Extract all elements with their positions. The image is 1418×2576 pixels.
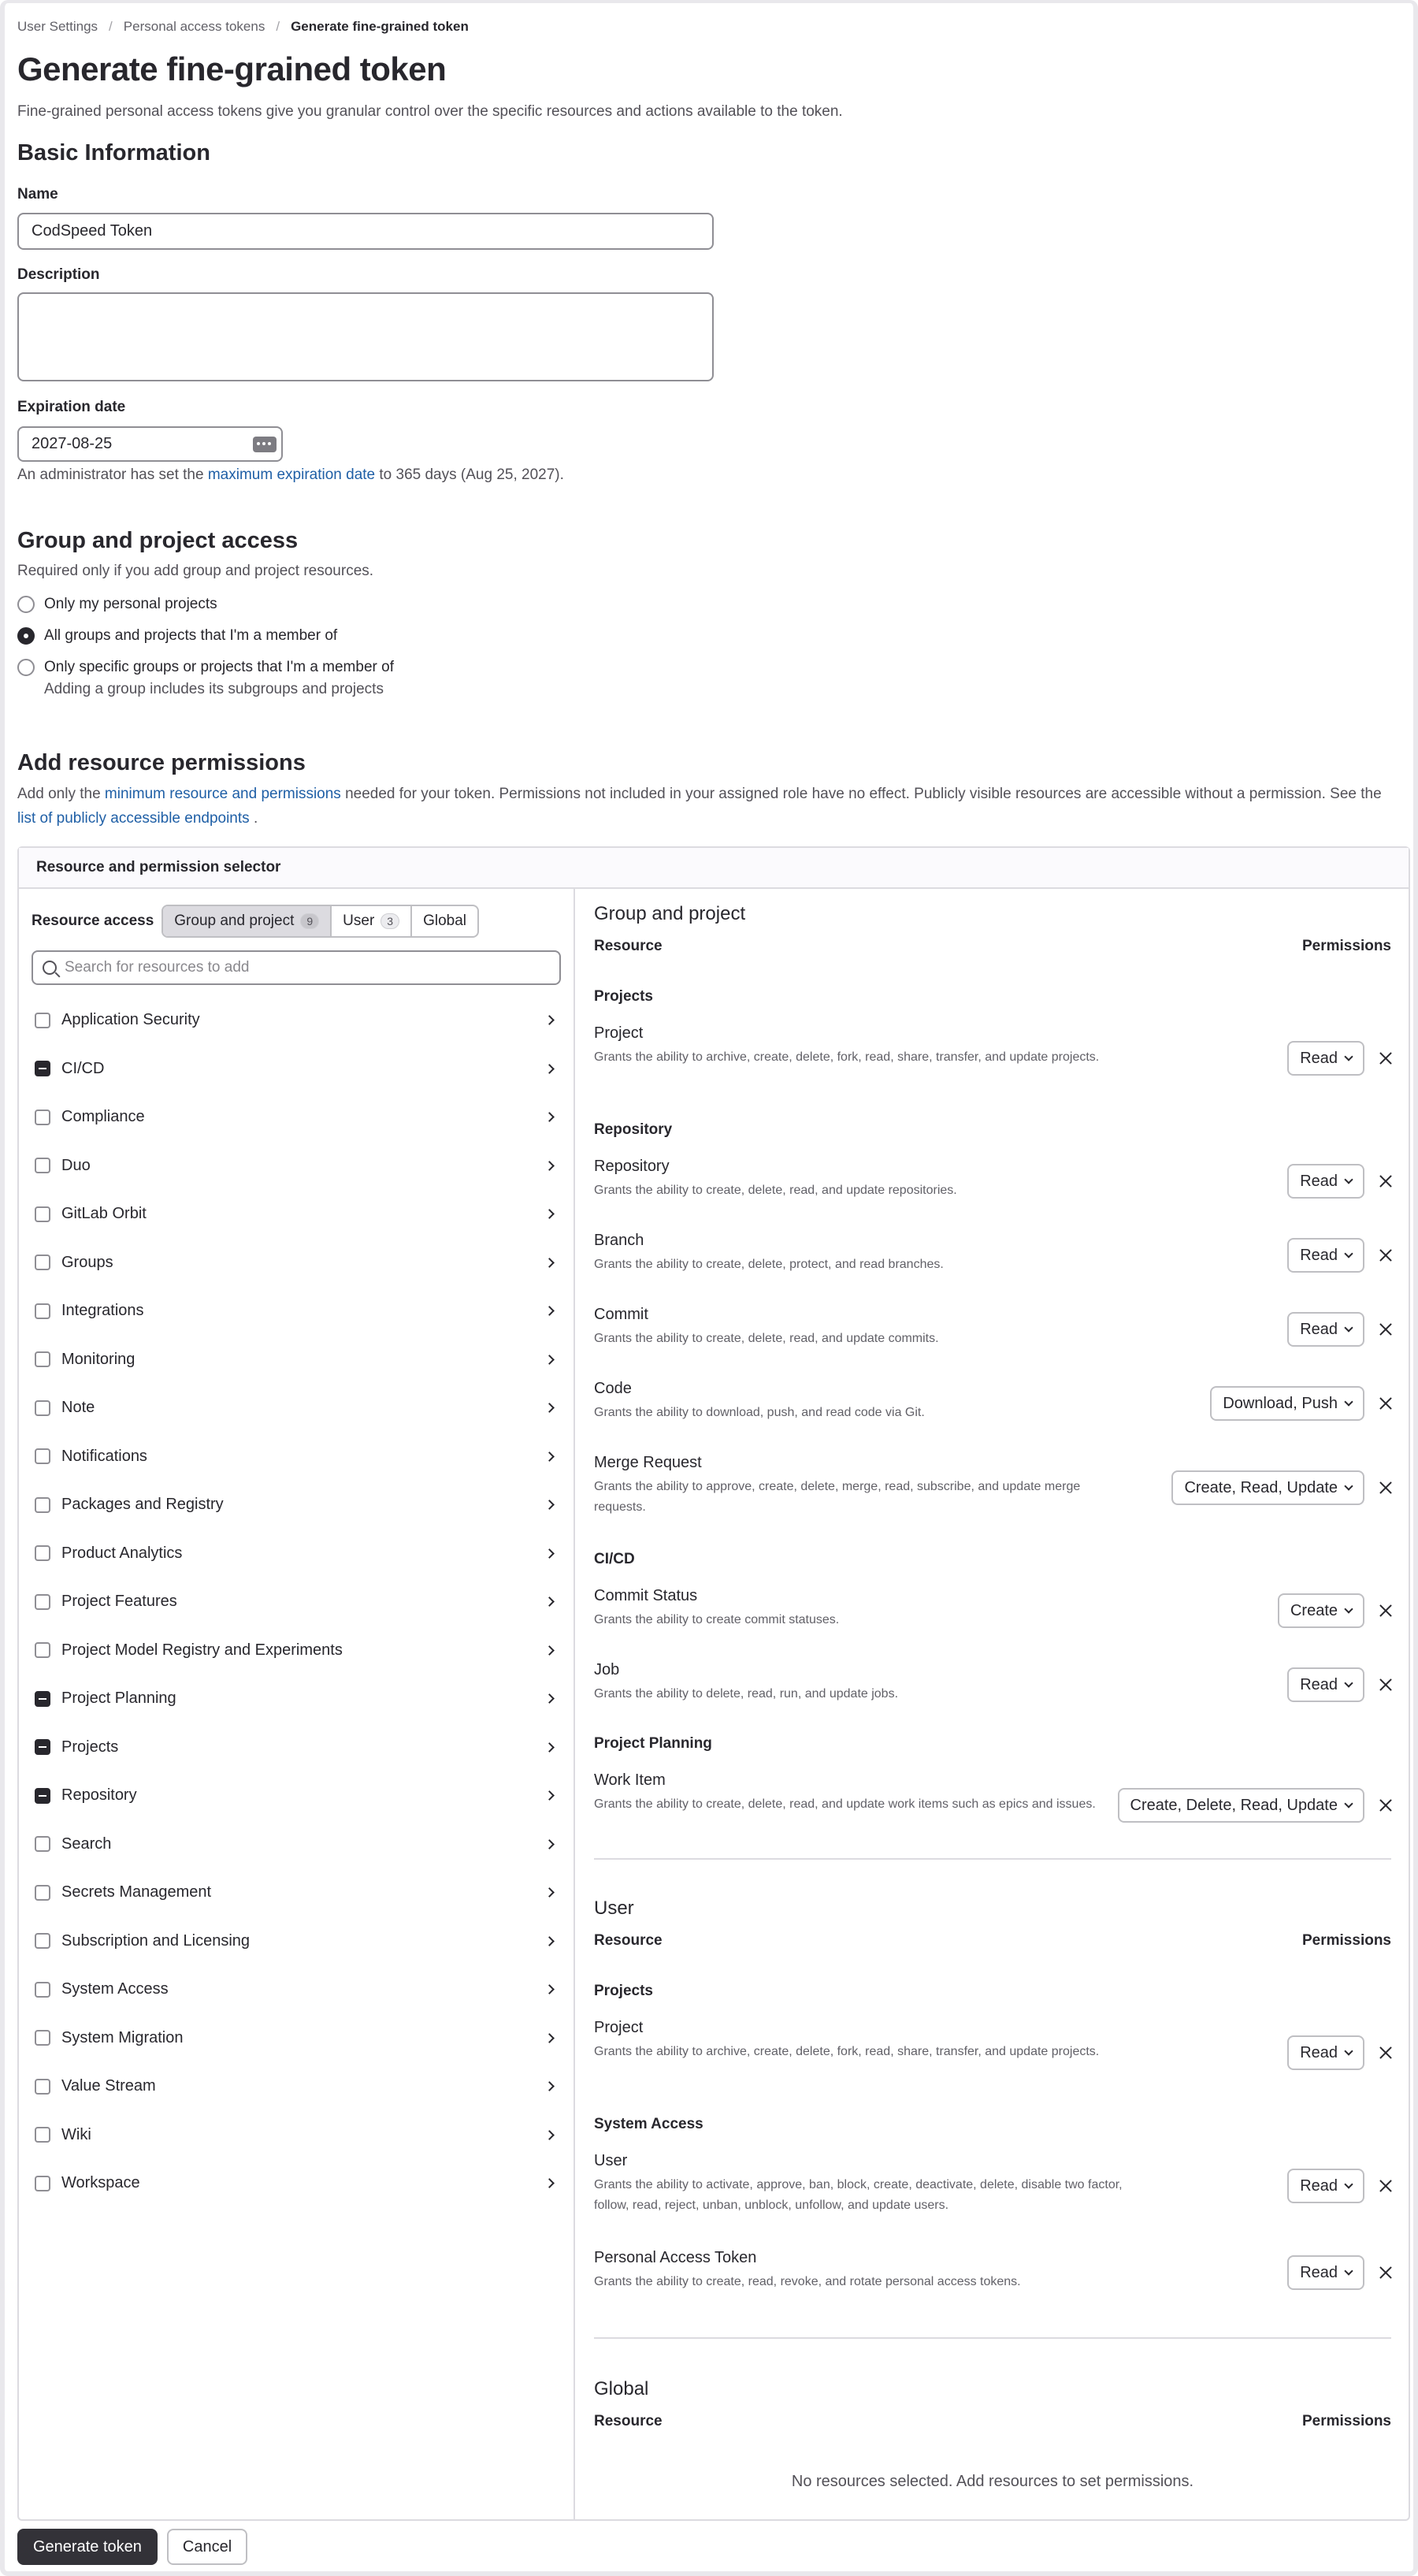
checkbox[interactable]: [35, 1885, 50, 1901]
chevron-right-icon: [544, 1984, 555, 1994]
section-divider: [594, 2337, 1391, 2339]
global-empty-state: No resources selected. Add resources to set permissions.: [791, 2473, 1194, 2490]
resource-column-header: Resource: [594, 938, 663, 954]
search-placeholder: Search for resources to add: [65, 959, 250, 976]
permission-dropdown[interactable]: [1171, 1470, 1364, 1505]
resource-item[interactable]: [19, 2159, 574, 2208]
chevron-down-icon: [1344, 1323, 1353, 1332]
resource-search-input[interactable]: [32, 950, 561, 985]
tab-user[interactable]: User 3: [332, 906, 412, 936]
permissions-column-header: Permissions: [1302, 938, 1391, 954]
permission-row: [594, 1380, 1396, 1427]
description-textarea[interactable]: [17, 292, 714, 381]
chevron-right-icon: [544, 1790, 555, 1801]
chevron-down-icon: [1344, 2266, 1353, 2275]
resource-item[interactable]: [19, 1093, 574, 1142]
chevron-down-icon: [1344, 1052, 1353, 1061]
permission-row: [594, 1306, 1396, 1353]
permissions-column-header: Permissions: [1302, 2413, 1391, 2429]
chevron-right-icon: [544, 2033, 555, 2043]
checkbox[interactable]: [35, 1255, 50, 1270]
chevron-down-icon: [1344, 1604, 1353, 1613]
resource-item[interactable]: [19, 1384, 574, 1433]
permission-description: Grants the ability to download, push, and read code via Git.: [594, 1406, 925, 1419]
resource-item-label: Project Features: [61, 1593, 177, 1611]
resource-item[interactable]: [19, 1190, 574, 1239]
resource-permissions-heading: Add resource permissions: [17, 750, 306, 775]
resource-item-label: Wiki: [61, 2125, 91, 2143]
chevron-down-icon: [1344, 1678, 1353, 1687]
resource-column-header: Resource: [594, 1932, 663, 1949]
resource-list-panel: [19, 889, 575, 2521]
resource-item[interactable]: [19, 1433, 574, 1481]
permission-dropdown-value: Create, Read, Update: [1184, 1478, 1338, 1496]
chevron-down-icon: [1344, 1481, 1353, 1490]
resource-item-label: Product Analytics: [61, 1544, 183, 1562]
chevron-right-icon: [544, 1452, 555, 1462]
resource-item[interactable]: [19, 1142, 574, 1191]
resource-item-label: Application Security: [61, 1011, 200, 1029]
permission-dropdown[interactable]: [1287, 1667, 1364, 1702]
permissions-table-header: [594, 2413, 1391, 2430]
resource-access-label: Resource access: [32, 913, 154, 929]
permission-dropdown-value: Create, Delete, Read, Update: [1130, 1796, 1338, 1814]
permission-dropdown[interactable]: [1118, 1788, 1365, 1823]
checkbox[interactable]: [35, 2176, 50, 2191]
resource-item-label: Secrets Management: [61, 1883, 212, 1901]
resource-item[interactable]: [19, 2014, 574, 2063]
expiration-date-value: 2027-08-25: [32, 435, 113, 452]
permission-dropdown[interactable]: [1287, 2255, 1364, 2290]
resource-item-label: System Access: [61, 1980, 169, 1998]
group-project-access-help: Required only if you add group and project resources.: [17, 563, 374, 579]
checkbox[interactable]: [35, 1933, 50, 1949]
resource-item[interactable]: [19, 1626, 574, 1675]
permission-resource-name: Commit: [594, 1306, 648, 1323]
resource-item[interactable]: [19, 1530, 574, 1578]
checkbox[interactable]: [35, 1836, 50, 1852]
page-intro: Fine-grained personal access tokens give you granular control over the specific resources and actions available to the token.: [17, 103, 843, 120]
checkbox-indeterminate[interactable]: [35, 1788, 50, 1804]
name-label: Name: [17, 186, 58, 203]
resource-item[interactable]: [19, 1239, 574, 1288]
breadcrumb: [17, 19, 469, 35]
resource-item-label: Value Stream: [61, 2077, 156, 2095]
permission-resource-name: Code: [594, 1380, 632, 1397]
radio-button[interactable]: [17, 596, 35, 613]
permission-dropdown[interactable]: [1210, 1386, 1364, 1421]
breadcrumb-user-settings[interactable]: User Settings: [17, 19, 98, 34]
description-label: Description: [17, 266, 100, 283]
checkbox[interactable]: [35, 1594, 50, 1610]
resource-item-label: Subscription and Licensing: [61, 1931, 251, 1950]
resource-item[interactable]: [19, 1820, 574, 1869]
radio-label: Only specific groups or projects that I'm a member of: [44, 659, 394, 675]
permission-row: [594, 1454, 1396, 1522]
tab-group-and-project[interactable]: Group and project 9: [163, 906, 332, 936]
resource-item-label: CI/CD: [61, 1059, 105, 1077]
resource-item[interactable]: [19, 1045, 574, 1094]
resource-list: [19, 996, 574, 2208]
chevron-right-icon: [544, 1645, 555, 1656]
remove-permission-close-icon[interactable]: [1375, 1319, 1396, 1340]
form-actions: [17, 2529, 247, 2565]
resource-item-label: Project Planning: [61, 1689, 176, 1708]
resource-item[interactable]: [19, 1578, 574, 1626]
resource-item-label: Monitoring: [61, 1350, 135, 1368]
resource-access-row: [32, 905, 479, 938]
chevron-right-icon: [544, 1693, 555, 1704]
permission-dropdown-value: Download, Push: [1223, 1394, 1338, 1412]
count-badge: 9: [300, 913, 319, 929]
permissions-column-header: Permissions: [1302, 1932, 1391, 1949]
permission-dropdown-value: Read: [1300, 1675, 1338, 1693]
resource-column-header: Resource: [594, 2413, 663, 2429]
permission-description: Grants the ability to create, read, revoke, and rotate personal access tokens.: [594, 2275, 1021, 2288]
breadcrumb-personal-access-tokens[interactable]: Personal access tokens: [123, 19, 265, 34]
permission-controls: [1287, 1164, 1396, 1199]
resource-item-label: Groups: [61, 1253, 113, 1271]
remove-permission-close-icon[interactable]: [1375, 1795, 1396, 1816]
resource-access-tabs: [161, 905, 479, 938]
chevron-right-icon: [544, 1161, 555, 1171]
chevron-right-icon: [544, 2178, 555, 2188]
checkbox[interactable]: [35, 2030, 50, 2046]
resource-item-label: System Migration: [61, 2028, 184, 2046]
radio-specific-groups-projects[interactable]: [17, 659, 394, 698]
chevron-down-icon: [1344, 2046, 1353, 2055]
checkbox[interactable]: [35, 1206, 50, 1222]
chevron-right-icon: [544, 1112, 555, 1122]
radio-personal-projects[interactable]: [17, 596, 217, 613]
remove-permission-close-icon[interactable]: [1375, 1478, 1396, 1498]
checkbox[interactable]: [35, 1013, 50, 1028]
checkbox[interactable]: [35, 1982, 50, 1998]
group-heading-system-access: System Access: [594, 2116, 703, 2132]
breadcrumb-separator: /: [109, 19, 113, 34]
permission-row: [594, 1158, 1396, 1205]
expiration-help: An administrator has set the maximum expiration date to 365 days (Aug 25, 2027).: [17, 467, 564, 483]
permission-controls: [1287, 2255, 1396, 2290]
search-icon: [43, 961, 57, 975]
checkbox[interactable]: [35, 1400, 50, 1416]
permission-resource-name: Personal Access Token: [594, 2249, 757, 2266]
remove-permission-close-icon[interactable]: [1375, 1600, 1396, 1621]
chevron-right-icon: [544, 2130, 555, 2140]
radio-sublabel: Adding a group includes its subgroups and projects: [44, 681, 384, 697]
resource-item-label: Duo: [61, 1156, 91, 1174]
resource-item-label: Compliance: [61, 1108, 145, 1126]
radio-button[interactable]: [17, 659, 35, 676]
expiration-label: Expiration date: [17, 399, 126, 415]
permission-description: Grants the ability to activate, approve, ban, block, create, deactivate, delete, disable two factor, follow, read, reject, unban, unblock, unfollow, and update users.: [594, 2178, 1123, 2212]
selector-header: Resource and permission selector: [19, 848, 1409, 889]
checkbox[interactable]: [35, 1110, 50, 1125]
name-input[interactable]: CodSpeed Token: [17, 213, 714, 250]
breadcrumb-separator: /: [276, 19, 280, 34]
permission-controls: [1287, 1041, 1396, 1076]
permission-dropdown[interactable]: [1278, 1593, 1364, 1628]
chevron-down-icon: [1344, 1397, 1353, 1406]
permission-controls: [1171, 1470, 1396, 1505]
checkbox[interactable]: [35, 1497, 50, 1513]
resource-item[interactable]: [19, 1965, 574, 2014]
remove-permission-close-icon[interactable]: [1375, 1245, 1396, 1266]
max-expiration-link[interactable]: maximum expiration date: [207, 467, 376, 483]
resource-item-label: Integrations: [61, 1302, 144, 1320]
permission-dropdown[interactable]: [1287, 2169, 1364, 2203]
permission-controls: [1287, 1238, 1396, 1273]
checkbox-indeterminate[interactable]: [35, 1061, 50, 1076]
chevron-right-icon: [544, 1548, 555, 1559]
chevron-right-icon: [544, 1403, 555, 1413]
page-title: Generate fine-grained token: [17, 50, 447, 87]
resource-item-label: Packages and Registry: [61, 1496, 224, 1514]
permission-description: Grants the ability to create, delete, read, and update repositories.: [594, 1184, 957, 1197]
remove-permission-close-icon[interactable]: [1375, 1171, 1396, 1191]
resource-item[interactable]: [19, 1723, 574, 1772]
chevron-right-icon: [544, 1015, 555, 1025]
remove-permission-close-icon[interactable]: [1375, 1048, 1396, 1069]
group-heading-projects: Projects: [594, 988, 653, 1005]
resource-item-label: GitLab Orbit: [61, 1205, 147, 1223]
permission-dropdown-value: Read: [1300, 1172, 1338, 1190]
resource-item-label: Projects: [61, 1738, 119, 1756]
permission-dropdown-value: Read: [1300, 2263, 1338, 2281]
permission-description: Grants the ability to create, delete, read, and update work items such as epics and issues.: [594, 1797, 1096, 1811]
generate-token-button[interactable]: Generate token: [17, 2529, 158, 2565]
permission-description: Grants the ability to create, delete, protect, and read branches.: [594, 1258, 944, 1271]
radio-all-groups-projects[interactable]: [17, 627, 337, 645]
permission-controls: [1287, 2169, 1396, 2203]
resource-item[interactable]: [19, 2062, 574, 2111]
permission-resource-name: Commit Status: [594, 1587, 698, 1604]
chevron-right-icon: [544, 1064, 555, 1074]
permission-resource-name: User: [594, 2152, 628, 2169]
resource-item-label: Notifications: [61, 1447, 147, 1465]
checkbox-indeterminate[interactable]: [35, 1691, 50, 1707]
chevron-right-icon: [544, 1839, 555, 1849]
permission-dropdown[interactable]: [1287, 1312, 1364, 1347]
permission-dropdown-value: Read: [1300, 2043, 1338, 2061]
resource-item[interactable]: [19, 1336, 574, 1385]
remove-permission-close-icon[interactable]: [1375, 1675, 1396, 1695]
chevron-down-icon: [1344, 1175, 1353, 1184]
permission-dropdown[interactable]: [1287, 1041, 1364, 1076]
chevron-right-icon: [544, 1742, 555, 1753]
checkbox[interactable]: [35, 1158, 50, 1173]
calendar-icon[interactable]: [253, 437, 277, 452]
radio-button-checked[interactable]: [17, 627, 35, 645]
user-section-title: User: [594, 1898, 634, 1919]
permission-description: Grants the ability to archive, create, delete, fork, read, share, transfer, and update projects.: [594, 1050, 1100, 1064]
resource-item[interactable]: [19, 1868, 574, 1917]
checkbox[interactable]: [35, 2127, 50, 2143]
chevron-right-icon: [544, 1936, 555, 1946]
permission-dropdown-value: Read: [1300, 2176, 1338, 2195]
remove-permission-close-icon[interactable]: [1375, 2262, 1396, 2283]
resource-item-label: Note: [61, 1399, 95, 1417]
group-project-access-heading: Group and project access: [17, 528, 299, 553]
tab-global[interactable]: Global: [423, 913, 467, 929]
permission-dropdown-value: Read: [1300, 1049, 1338, 1067]
resource-item[interactable]: [19, 1675, 574, 1723]
chevron-right-icon: [544, 1355, 555, 1365]
permission-dropdown-value: Read: [1300, 1320, 1338, 1338]
resource-item[interactable]: [19, 996, 574, 1045]
permission-dropdown[interactable]: [1287, 1238, 1364, 1273]
count-badge: 3: [380, 913, 399, 929]
checkbox[interactable]: [35, 1351, 50, 1367]
radio-label: All groups and projects that I'm a member of: [44, 627, 338, 644]
group-heading-project-planning: Project Planning: [594, 1735, 712, 1752]
permission-dropdown[interactable]: [1287, 2035, 1364, 2070]
permission-description: Grants the ability to create, delete, read, and update commits.: [594, 1332, 939, 1345]
group-heading-repository: Repository: [594, 1121, 673, 1138]
resource-permission-selector: [17, 846, 1410, 2521]
minimum-permissions-link[interactable]: minimum resource and permissions: [104, 786, 341, 802]
remove-permission-close-icon[interactable]: [1375, 2043, 1396, 2063]
section-divider: [594, 1858, 1391, 1860]
permission-row: [594, 1232, 1396, 1279]
checkbox[interactable]: [35, 2079, 50, 2095]
remove-permission-close-icon[interactable]: [1375, 1393, 1396, 1414]
permission-resource-name: Job: [594, 1661, 620, 1678]
radio-label: Only my personal projects: [44, 596, 217, 612]
permission-dropdown-value: Create: [1290, 1601, 1338, 1619]
permission-controls: [1278, 1593, 1396, 1628]
checkbox[interactable]: [35, 1303, 50, 1319]
permission-row: [594, 2019, 1396, 2087]
permission-resource-name: Branch: [594, 1232, 644, 1249]
permission-controls: [1210, 1386, 1396, 1421]
chevron-right-icon: [544, 1306, 555, 1316]
chevron-right-icon: [544, 1209, 555, 1219]
permission-row: [594, 1587, 1396, 1634]
chevron-right-icon: [544, 1597, 555, 1607]
chevron-down-icon: [1344, 2180, 1353, 2188]
permission-description: Grants the ability to create commit statuses.: [594, 1613, 840, 1626]
permission-row: [594, 2152, 1396, 2220]
resource-item[interactable]: [19, 1481, 574, 1530]
group-heading-cicd: CI/CD: [594, 1551, 635, 1567]
global-section-title: Global: [594, 2378, 649, 2399]
resource-item-label: Workspace: [61, 2174, 140, 2192]
permission-controls: [1118, 1788, 1397, 1823]
permission-resource-name: Project: [594, 1024, 644, 1042]
checkbox-indeterminate[interactable]: [35, 1739, 50, 1755]
permission-description: Grants the ability to approve, create, delete, merge, read, subscribe, and update merge requests.: [594, 1480, 1081, 1514]
permission-row: [594, 2249, 1396, 2296]
permission-resource-name: Project: [594, 2019, 644, 2036]
chevron-down-icon: [1344, 1249, 1353, 1258]
cancel-button[interactable]: Cancel: [167, 2529, 247, 2565]
permission-dropdown-value: Read: [1300, 1246, 1338, 1264]
expiration-date-input[interactable]: [17, 426, 283, 462]
chevron-right-icon: [544, 2081, 555, 2091]
permission-row: [594, 1661, 1396, 1708]
permission-controls: [1287, 1667, 1396, 1702]
resource-item[interactable]: [19, 1917, 574, 1966]
chevron-right-icon: [544, 1887, 555, 1898]
permission-resource-name: Repository: [594, 1158, 670, 1175]
permission-resource-name: Work Item: [594, 1771, 666, 1789]
permission-row: [594, 1771, 1396, 1839]
remove-permission-close-icon[interactable]: [1375, 2176, 1396, 2196]
checkbox[interactable]: [35, 1545, 50, 1561]
permissions-panel: [577, 889, 1409, 2521]
public-endpoints-link[interactable]: list of publicly accessible endpoints: [17, 810, 250, 827]
chevron-down-icon: [1344, 1799, 1353, 1808]
group-heading-projects: Projects: [594, 1983, 653, 1999]
checkbox[interactable]: [35, 1642, 50, 1658]
resource-item-label: Repository: [61, 1786, 137, 1805]
permission-resource-name: Merge Request: [594, 1454, 702, 1471]
group-project-section-title: Group and project: [594, 903, 746, 924]
chevron-right-icon: [544, 1258, 555, 1268]
breadcrumb-current: Generate fine-grained token: [291, 19, 469, 34]
permissions-table-header: [594, 938, 1391, 955]
permission-controls: [1287, 1312, 1396, 1347]
basic-info-heading: Basic Information: [17, 140, 210, 165]
resource-item-label: Search: [61, 1834, 112, 1853]
permission-description: Grants the ability to archive, create, delete, fork, read, share, transfer, and update projects.: [594, 2045, 1100, 2058]
permission-description: Grants the ability to delete, read, run, and update jobs.: [594, 1687, 899, 1701]
resource-item[interactable]: [19, 2111, 574, 2160]
checkbox[interactable]: [35, 1448, 50, 1464]
resource-item[interactable]: [19, 1771, 574, 1820]
permission-controls: [1287, 2035, 1396, 2070]
chevron-right-icon: [544, 1500, 555, 1510]
resource-item[interactable]: [19, 1287, 574, 1336]
permission-dropdown[interactable]: [1287, 1164, 1364, 1199]
permissions-table-header: [594, 1932, 1391, 1950]
resource-permissions-text: Add only the minimum resource and permissions needed for your token. Permissions not included in your assigned role have no effect. Publicly visible resources are accessible without a permission. See the list of publicly accessible endpoints .: [17, 786, 1382, 827]
resource-item-label: Project Model Registry and Experiments: [61, 1641, 343, 1659]
permission-row: [594, 1024, 1396, 1092]
